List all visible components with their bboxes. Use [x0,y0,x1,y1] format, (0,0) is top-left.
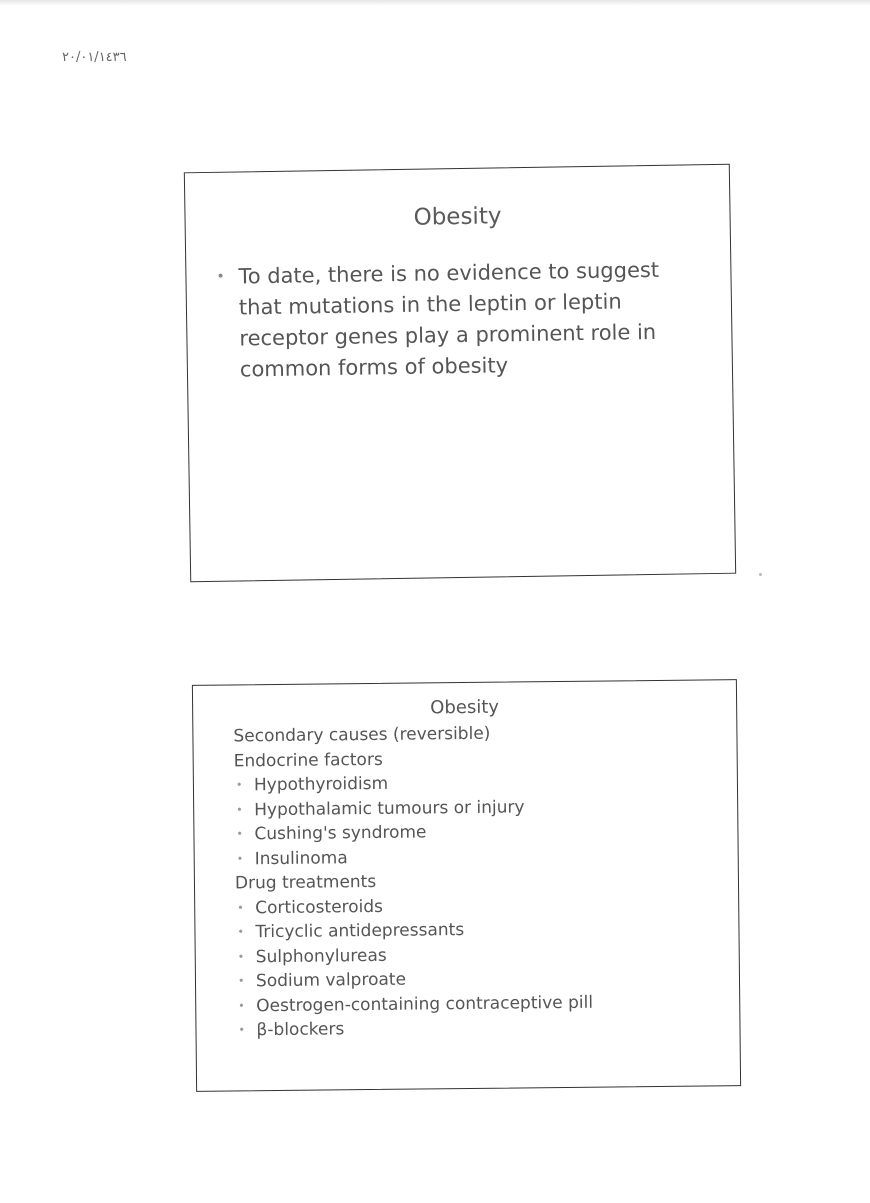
slide-title: Obesity [430,696,500,719]
endocrine-list [234,768,738,871]
list-item: • Tricyclic antidepressants [235,915,738,945]
handwritten-date: ٢٠/٠١/١٤٣٦ [62,50,127,65]
bullet-list [216,254,732,386]
list-item: • Sulphonylureas [236,940,739,970]
bullet-item: • To date, there is no evidence to suggest that mutations in the leptin or leptin receptor genes play a prominent role in common forms of obesity [216,254,700,386]
scan-edge-shadow [0,0,870,6]
section-heading-endocrine: Endocrine factors [233,749,383,771]
list-item: • Hypothyroidism [234,768,737,798]
list-item: • Cushing's syndrome [234,817,737,847]
list-item: • Oestrogen-containing contraceptive pill [236,989,739,1019]
scan-speck [759,573,762,576]
slide-title: Obesity [413,203,502,231]
slide-secondary-causes [192,679,741,1092]
list-item: • Insulinoma [235,842,738,872]
slide-leptin [184,164,736,583]
list-item: • Hypothalamic tumours or injury [234,793,737,823]
slide-subtitle: Secondary causes (reversible) [233,723,491,747]
drug-list [235,891,740,1043]
list-item: • β-blockers [236,1013,739,1043]
list-item: • Corticosteroids [235,891,738,921]
section-heading-drugs: Drug treatments [234,871,377,894]
slide-content [233,719,739,1043]
list-item: • Sodium valproate [236,964,739,994]
